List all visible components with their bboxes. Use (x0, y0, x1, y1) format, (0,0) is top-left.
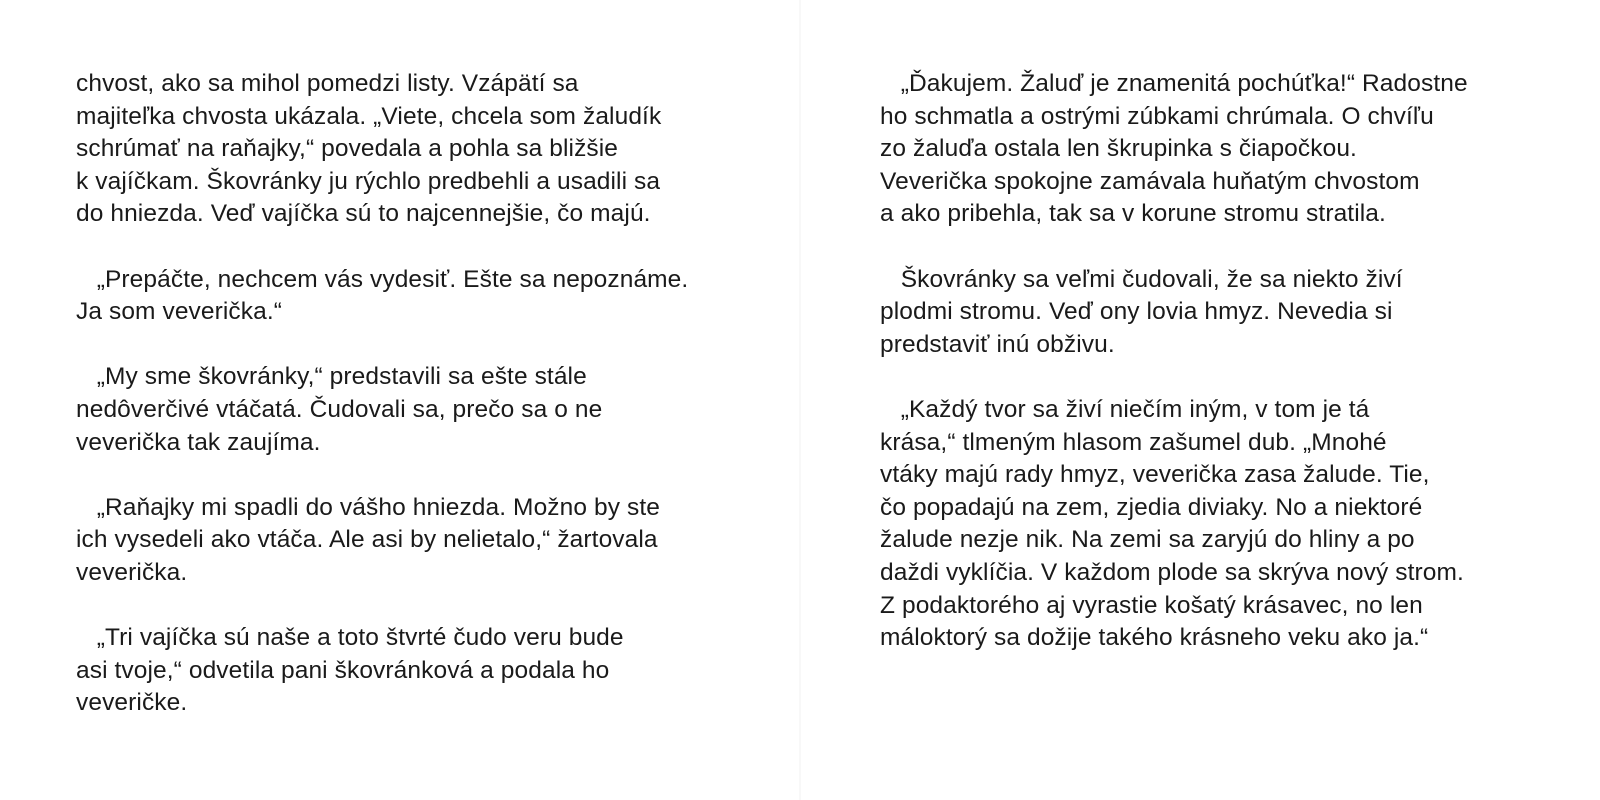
text-line: asi tvoje,“ odvetila pani škovránková a podala ho (76, 656, 610, 684)
text-line: ich vysedeli ako vtáča. Ale asi by nelietalo,“ žartovala (76, 526, 658, 554)
text-line: žalude nezje nik. Na zemi sa zaryjú do hliny a po (880, 526, 1415, 554)
text-line: chvost, ako sa mihol pomedzi listy. Vzápätí sa (76, 70, 579, 97)
text-line: veveričke. (76, 689, 188, 717)
right-paragraph-1 (880, 68, 1570, 231)
text-line: k vajíčkam. Škovránky ju rýchlo predbehli a usadili sa (76, 167, 661, 195)
text-line: predstaviť inú obživu. (880, 330, 1115, 358)
text-line: do hniezda. Veď vajíčka sú to najcennejšie, čo majú. (76, 200, 651, 228)
right-paragraph-3 (880, 394, 1570, 655)
left-paragraph-1 (76, 68, 756, 231)
text-line: schrúmať na raňajky,“ povedala a pohla sa bližšie (76, 135, 619, 163)
text-line: „Tri vajíčka sú naše a toto štvrté čudo veru bude (76, 624, 624, 652)
text-line: vtáky majú rady hmyz, veverička zasa žalude. Tie, (880, 461, 1430, 489)
text-line: veverička. (76, 558, 188, 586)
text-line: „Raňajky mi spadli do vášho hniezda. Možno by ste (76, 493, 660, 521)
text-line: Škovránky sa veľmi čudovali, že sa niekto živí (880, 265, 1403, 293)
text-line: čo popadajú na zem, zjedia diviaky. No a niektoré (880, 493, 1423, 521)
left-page-text (76, 68, 756, 752)
right-page-text (880, 68, 1570, 687)
left-paragraph-2 (76, 264, 756, 329)
text-line: Ja som veverička.“ (76, 298, 283, 326)
text-line: veverička tak zaujíma. (76, 428, 321, 456)
text-line: a ako pribehla, tak sa v korune stromu stratila. (880, 200, 1386, 228)
text-line: ho schmatla a ostrými zúbkami chrúmala. O chvíľu (880, 102, 1434, 130)
text-line: máloktorý sa dožije takého krásneho veku ako ja.“ (880, 624, 1429, 652)
text-line: nedôverčivé vtáčatá. Čudovali sa, prečo sa o ne (76, 395, 603, 423)
text-line: Z podaktorého aj vyrastie košatý krásavec, no len (880, 591, 1423, 619)
left-paragraph-4 (76, 492, 756, 590)
text-line: Veverička spokojne zamávala huňatým chvostom (880, 167, 1420, 195)
text-line: daždi vyklíčia. V každom plode sa skrýva nový strom. (880, 558, 1464, 586)
left-paragraph-3 (76, 361, 756, 459)
right-paragraph-2 (880, 264, 1570, 362)
text-line: „Každý tvor sa živí niečím iným, v tom je tá (880, 395, 1370, 423)
page-gutter (799, 0, 801, 800)
text-line: „Ďakujem. Žaluď je znamenitá pochúťka!“ Radostne (880, 70, 1468, 97)
text-line: „Prepáčte, nechcem vás vydesiť. Ešte sa nepoznáme. (76, 265, 689, 293)
left-paragraph-5 (76, 622, 756, 720)
text-line: „My sme škovránky,“ predstavili sa ešte stále (76, 363, 587, 391)
text-line: krása,“ tlmeným hlasom zašumel dub. „Mnohé (880, 428, 1387, 456)
text-line: zo žaluďa ostala len škrupinka s čiapočkou. (880, 135, 1357, 163)
text-line: plodmi stromu. Veď ony lovia hmyz. Nevedia si (880, 298, 1393, 326)
text-line: majiteľka chvosta ukázala. „Viete, chcela som žaludík (76, 102, 662, 130)
